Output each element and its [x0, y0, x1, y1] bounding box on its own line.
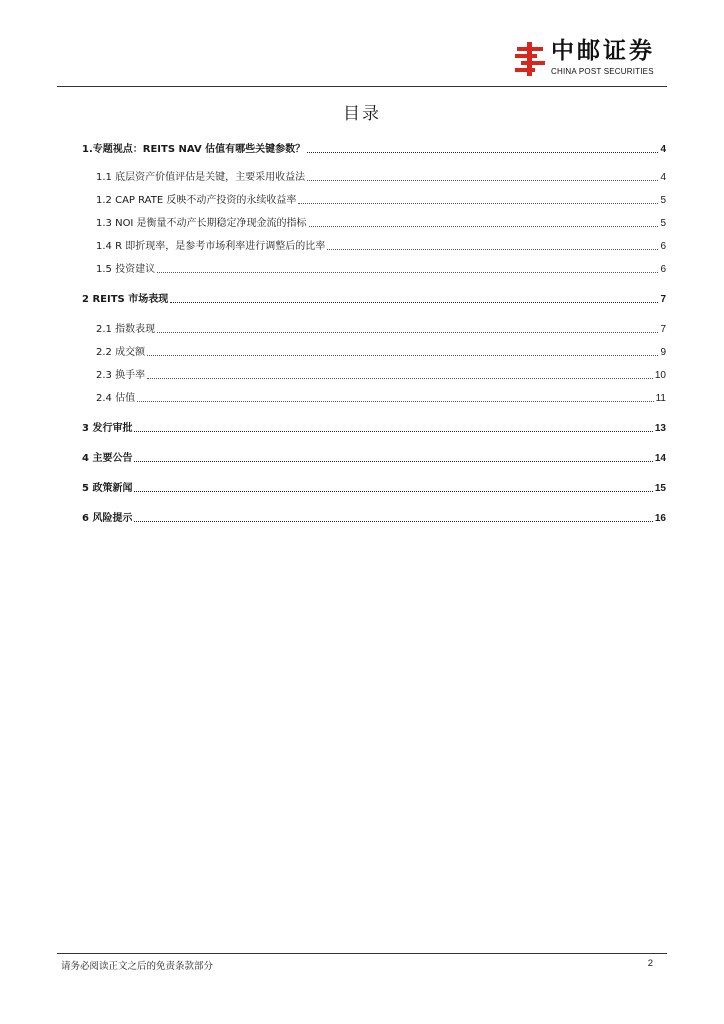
toc-entry-label: 1.专题视点：REITS NAV 估值有哪些关键参数？: [82, 144, 306, 155]
dot-leader: [134, 461, 652, 462]
toc-entry-page: 14: [654, 453, 666, 464]
toc-entry-1-5[interactable]: [96, 260, 666, 276]
toc-entry-1-1[interactable]: [96, 168, 666, 184]
toc-entry-6[interactable]: [82, 509, 666, 525]
page-header: [57, 0, 667, 87]
logo-english-name: CHINA POST SECURITIES: [551, 67, 654, 76]
toc-entry-label: 2.4 估值: [96, 393, 136, 404]
toc-entry-2-1[interactable]: [96, 320, 666, 336]
toc-entry-label: 1.1 底层资产价值评估是关键，主要采用收益法: [96, 172, 306, 183]
toc-heading: 目录: [343, 104, 381, 124]
dot-leader: [134, 431, 652, 432]
toc-entry-page: 5: [660, 195, 666, 206]
toc-entry-label: 1.5 投资建议: [96, 264, 156, 275]
toc-entry-1-2[interactable]: [96, 191, 666, 207]
dot-leader: [170, 302, 658, 303]
page-footer: [57, 953, 667, 974]
toc-entry-page: 13: [654, 423, 666, 434]
logo-chinese-name: 中邮证券: [551, 38, 655, 64]
toc-entry-label: 1.2 CAP RATE 反映不动产投资的永续收益率: [96, 195, 297, 206]
toc-entry-1-4[interactable]: [96, 237, 666, 253]
dot-leader: [157, 332, 658, 333]
toc-entry-page: 6: [660, 264, 666, 275]
toc-entry-page: 9: [660, 347, 666, 358]
disclaimer-notice: 请务必阅读正文之后的免责条款部分: [61, 961, 214, 972]
toc-entry-2-3[interactable]: [96, 366, 666, 382]
toc-entry-2-4[interactable]: [96, 389, 666, 405]
toc-entry-4[interactable]: [82, 449, 666, 465]
toc-entry-page: 4: [660, 172, 666, 183]
dot-leader: [327, 249, 658, 250]
toc-entry-label: 2 REITS 市场表现: [82, 294, 169, 305]
toc-entry-label: 2.3 换手率: [96, 370, 146, 381]
dot-leader: [309, 226, 659, 227]
toc-entry-label: 3 发行审批: [82, 423, 133, 434]
toc-entry-5[interactable]: [82, 479, 666, 495]
toc-entry-page: 16: [654, 513, 666, 524]
dot-leader: [307, 180, 658, 181]
toc-entry-label: 5 政策新闻: [82, 483, 133, 494]
toc-entry-page: 11: [655, 393, 666, 404]
china-post-logo-icon: [515, 42, 545, 76]
toc-entry-1-3[interactable]: [96, 214, 666, 230]
toc-entry-label: 1.4 R 即折现率，是参考市场利率进行调整后的比率: [96, 241, 326, 252]
toc-entry-1[interactable]: [82, 140, 666, 156]
toc-entry-label: 2.1 指数表现: [96, 324, 156, 335]
dot-leader: [134, 491, 652, 492]
toc-entry-label: 2.2 成交额: [96, 347, 146, 358]
company-logo: [515, 40, 667, 80]
dot-leader: [147, 355, 658, 356]
toc-entry-2[interactable]: [82, 290, 666, 306]
dot-leader: [157, 272, 658, 273]
dot-leader: [298, 203, 658, 204]
toc-entry-label: 1.3 NOI 是衡量不动产长期稳定净现金流的指标: [96, 218, 307, 229]
toc-entry-page: 15: [654, 483, 666, 494]
toc-entry-3[interactable]: [82, 419, 666, 435]
dot-leader: [134, 521, 652, 522]
dot-leader: [147, 378, 653, 379]
toc-entry-label: 4 主要公告: [82, 453, 133, 464]
dot-leader: [137, 401, 654, 402]
dot-leader: [307, 152, 658, 153]
toc-entry-page: 7: [660, 294, 666, 305]
toc-entry-page: 10: [654, 370, 666, 381]
toc-entry-page: 5: [660, 218, 666, 229]
toc-entry-2-2[interactable]: [96, 343, 666, 359]
toc-entry-page: 4: [660, 144, 666, 155]
page-number: 2: [647, 958, 653, 969]
toc-entry-page: 6: [660, 241, 666, 252]
toc-entry-page: 7: [660, 324, 666, 335]
toc-entry-label: 6 风险提示: [82, 513, 133, 524]
